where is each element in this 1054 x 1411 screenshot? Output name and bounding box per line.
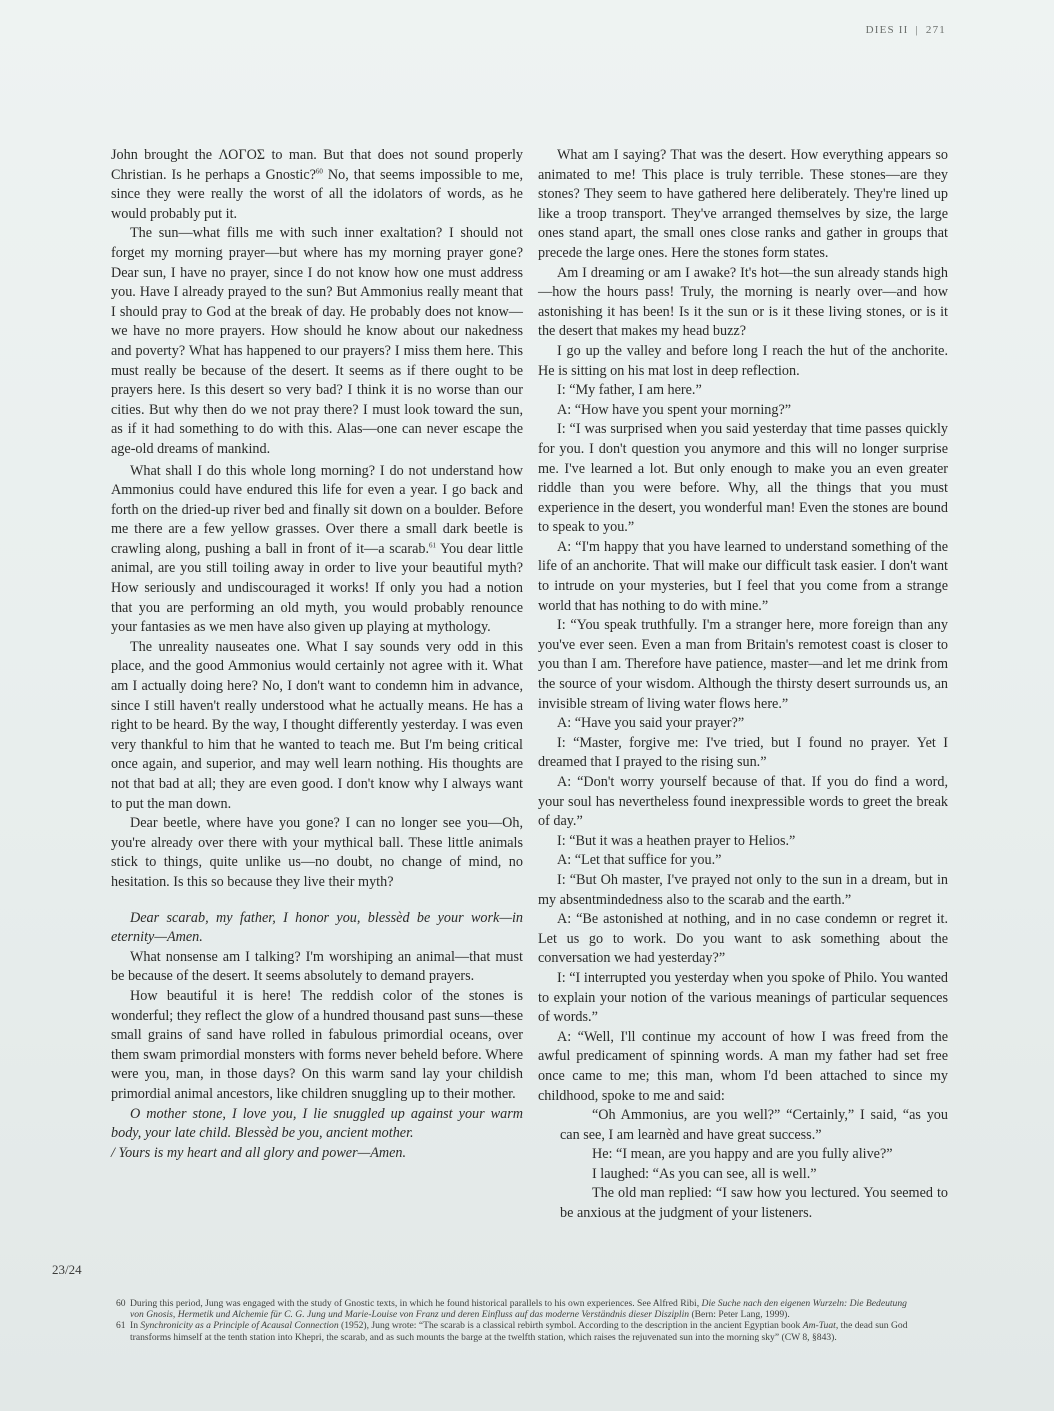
paragraph: I go up the valley and before long I reach the hut of the anchorite. He is sitting on his mat lost in deep reflection.: [538, 342, 948, 379]
paragraph: How beautiful it is here! The reddish color of the stones is wonderful; they reflect the glow of a hundred thousand past suns—these small grains of sand have rolled in fabulous primordial oceans, over them swam primordial monsters with forms never beheld before. Where were you, man, in those days? On this warm sand lay your childish primordial animal ancestors, like children snuggling up to their mother.: [111, 987, 523, 1102]
inset-quote: He: “I mean, are you happy and are you fully alive?”: [592, 1146, 893, 1163]
page-marker: 23/24: [52, 1262, 82, 1277]
dialogue-line: I: “Master, forgive me: I've tried, but I found no prayer. Yet I dreamed that I prayed to the rising sun.”: [538, 734, 948, 771]
paragraph: [111, 146, 523, 224]
footnote-text: , the dead sun God transforms himself at the tenth station into Khepri, the scarab, and as such mounts the barge at the twelfth station, which raises the rejuvenated sun into the morning sky” (CW 8, §843).: [130, 1320, 908, 1343]
dialogue-line: I: “My father, I am here.”: [557, 382, 702, 399]
dialogue-line: A: “How have you spent your morning?”: [557, 401, 792, 418]
footnote-text: In: [130, 1320, 141, 1332]
inset-quote: “Oh Ammonius, are you well?” “Certainly,” I said, “as you can see, I am learnèd and have great success.”: [560, 1107, 948, 1143]
paragraph: What nonsense am I talking? I'm worshiping an animal—that must be because of the desert. It seems absolutely to demand prayers.: [111, 948, 523, 985]
paragraph: Dear beetle, where have you gone? I can no longer see you—Oh, you're already over there with your mythical ball. These little animals stick to things, quite unlike us—no doubt, no change of mind, no hesitation. Is this so because they live their myth?: [111, 815, 523, 890]
dialogue-line: A: “Well, I'll continue my account of how I was freed from the awful predicament of spinning words. A man my father had set free once came to me; this man, whom I'd been attached to since my childhood, spoke to me and said:: [538, 1028, 948, 1104]
paragraph: The unreality nauseates one. What I say sounds very odd in this place, and the good Ammonius would certainly not agree with it. What am I actually doing here? No, I don't want to condemn him in advance, since I still haven't really understood what he actually means. He has a right to be heard. By the way, I thought differently yesterday. I was even very thankful to him that he wanted to teach me. But I'm being critical once again, and superior, and may well learn nothing. His thoughts are not that bad at all; they are even good. I don't know why I always want to put the man down.: [111, 638, 523, 812]
right-column: [538, 146, 948, 1224]
prayer-verse: Dear scarab, my father, I honor you, blessèd be your work—in eternity—Amen.: [111, 909, 523, 946]
footnote-text: During this period, Jung was engaged with the study of Gnostic texts, in which he found historical parallels to his own experiences. See Alfred Ribi,: [130, 1298, 702, 1309]
prayer-verse: O mother stone, I love you, I lie snuggled up against your warm body, your late child. Blessèd be you, ancient mother.: [111, 1105, 523, 1142]
dialogue-line: A: “Let that suffice for you.”: [557, 852, 722, 869]
footnote-title: Am-Tuat: [802, 1320, 836, 1332]
paragraph: [111, 462, 523, 638]
footnote-ref[interactable]: 60: [315, 166, 323, 175]
inset-quote: The old man replied: “I saw how you lectured. You seemed to be anxious at the judgment of your listeners.: [560, 1185, 948, 1222]
footnote-title: Synchronicity as a Principle of Acausal Connection: [140, 1320, 339, 1332]
header-separator: |: [915, 24, 919, 36]
footnote-text: (1952), Jung wrote: “The scarab is a classical rebirth symbol. According to the description in the ancient Egyptian book: [338, 1320, 803, 1332]
paragraph-text: No, that seems impossible to me, since they were really the worst of all the idolators of words, as he would probably put it.: [111, 166, 523, 222]
footnote-60: [116, 1298, 916, 1320]
dialogue-line: I: “I was surprised when you said yesterday that time passes quickly for you. I don't question you anymore and this will no longer surprise me. I've learned a lot. But only enough to make you an even greater riddle than you were before. Why, all the things that you must experience in the desert, you wonderful man! Even the stones are bound to speak to you.”: [538, 421, 948, 536]
dialogue-line: A: “I'm happy that you have learned to understand something of the life of an anchorite. That will make our difficult task easier. I don't want to intrude on your mysteries, but I feel that you come from a strange world that has nothing to do with mine.”: [538, 538, 948, 614]
dialogue-line: I: “You speak truthfully. I'm a stranger here, more foreign than any you've ever seen. Even a man from Britain's remotest coast is closer to you than I am. Therefore have patience, master—and let me drink from the source of your wisdom. Although the thirsty desert surrounds us, an invisible stream of living water flows here.”: [538, 617, 948, 712]
paragraph: Am I dreaming or am I awake? It's hot—the sun already stands high—how the hours pass! Truly, the morning is nearly over—and how astonishing it has been! Is it the sun or is it these living stones, or is it the desert that makes my head buzz?: [538, 264, 948, 340]
page-number: 271: [925, 24, 946, 36]
dialogue-line: A: “Don't worry yourself because of that. If you do find a word, your soul has nevertheless found inexpressible words to greet the break of day.”: [538, 774, 948, 830]
dialogue-line: A: “Be astonished at nothing, and in no case condemn or regret it. Let us go to work. Do you want to ask something about the conversation we had yesterday?”: [538, 911, 948, 967]
footnote-ref[interactable]: 61: [429, 541, 437, 550]
footnote-title: Die Suche nach den eigenen Wurzeln: Die Bedeutung von Gnosis, Hermetik und Alchemie für C. G. Jung und Marie-Louise von Franz und deren Einfluss auf das moderne Verständnis dieser Disziplin: [130, 1298, 907, 1321]
prayer-text: Yours is my heart and all glory and power—Amen.: [118, 1144, 407, 1161]
prayer-verse: / Yours is my heart and all glory and power—Amen.: [111, 1144, 407, 1161]
paragraph-text: You dear little animal, are you still toiling away in order to live your beautiful myth? How seriously and undiscouraged it works! If only you had a notion that you are performing an old myth, you would probably renounce your fantasies as we men have also given up playing at mythology.: [111, 540, 523, 636]
footnote-text: (Bern: Peter Lang, 1999).: [689, 1309, 790, 1321]
paragraph-text: John brought the ΛΟΓΟΣ to man. But that does not sound properly Christian. Is he perhaps a Gnostic?: [111, 147, 523, 183]
running-header: [866, 24, 946, 36]
footnotes: [116, 1298, 916, 1343]
dialogue-line: I: “I interrupted you yesterday when you spoke of Philo. You wanted to explain your notion of the various meanings of particular sequences of words.”: [538, 969, 948, 1026]
dialogue-line: A: “Have you said your prayer?”: [557, 715, 745, 732]
dialogue-line: I: “But it was a heathen prayer to Helios.”: [557, 832, 796, 849]
footnote-number: 60: [116, 1298, 126, 1309]
running-title: DIES II: [865, 24, 909, 36]
paragraph: The sun—what fills me with such inner exaltation? I should not forget my morning prayer—but where has my morning prayer gone? Dear sun, I have no prayer, since I do not know how one must address you. Have I already prayed to the sun? But Ammonius really meant that I should pray to God at the break of day. He probably does not know—we have no more prayers. How should he know about our nakedness and poverty? What has happened to our prayers? I miss them here. This must really be because of the desert. It seems as if there ought to be prayers here. Is this desert so very bad? I think it is no worse than our cities. But why then do we not pray there? I must look toward the sun, as if it had something to do with this. Alas—one can never escape the age-old dreams of mankind.: [111, 225, 523, 457]
footnote-number: 61: [116, 1320, 126, 1332]
inset-quote: I laughed: “As you can see, all is well.”: [592, 1165, 817, 1182]
paragraph-text: What shall I do this whole long morning? I do not understand how Ammonius could have endured this life for even a year. I go back and forth on the dried-up river bed and finally sit down on a boulder. Before me there are a few yellow grasses. Over there a small dark beetle is crawling along, pushing a ball in front of it—a scarab.: [111, 462, 523, 557]
dialogue-line: I: “But Oh master, I've prayed not only to the sun in a dream, but in my absentmindedness also to the scarab and the earth.”: [538, 871, 948, 908]
paragraph: What am I saying? That was the desert. How everything appears so animated to me! This place is truly terrible. These stones—are they stones? They seem to have gathered here deliberately. They're lined up like a troop transport. They've arranged themselves by size, the large ones stand apart, the small ones close ranks and gather in groups that precede the large ones. Here the stones form states.: [538, 147, 948, 261]
footnote-61: [116, 1320, 916, 1342]
left-column: [111, 146, 523, 1163]
